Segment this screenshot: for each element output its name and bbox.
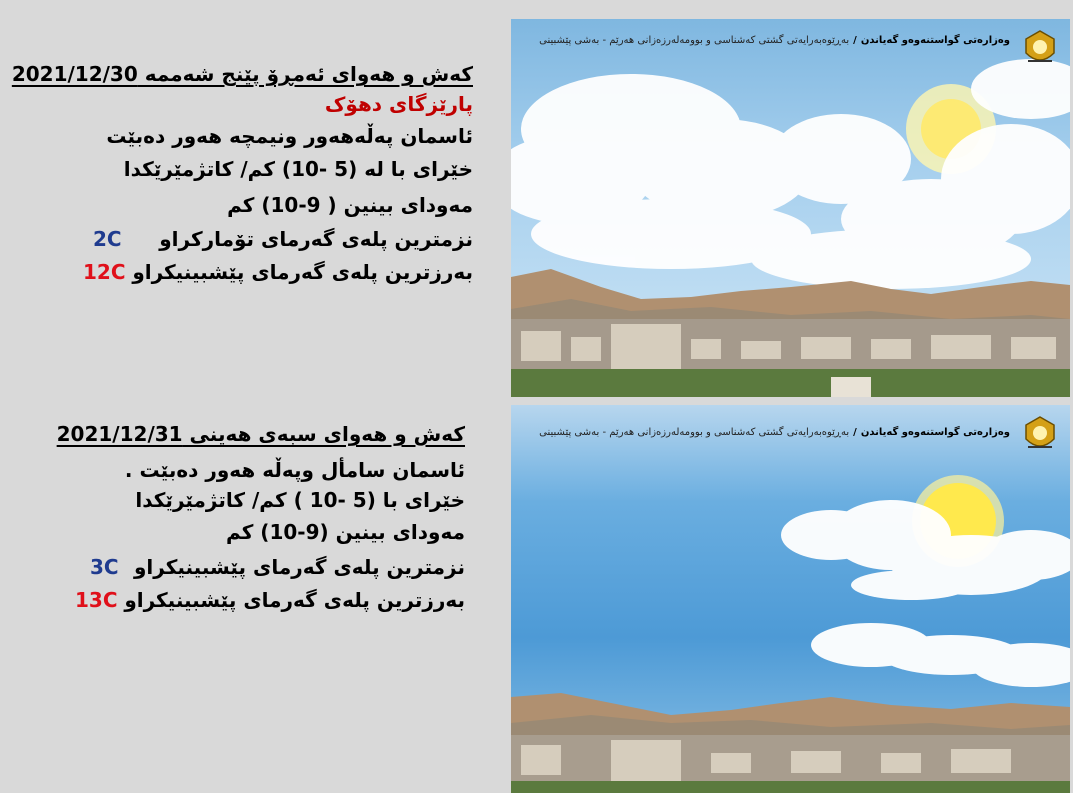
day2-min-row <box>90 555 465 580</box>
department-name: بەڕێوەبەرایەتی گشتی کەشناسی و بوومەلەرزەزانی هەرێم - بەشی پێشبینی <box>539 427 850 438</box>
day2-max-label: بەرزترین پلەی گەرمای پێشبینیکراو <box>124 588 465 612</box>
banner-separator: / <box>853 427 857 438</box>
ministry-logo-icon <box>1018 27 1062 71</box>
landscape-illustration <box>511 405 1070 793</box>
day1-visibility: مەودای بینین ( 9-10) کم <box>227 193 473 217</box>
day1-max-value: 12C <box>83 260 126 284</box>
day1-location: پارێزگای دهۆک <box>324 92 473 116</box>
ministry-name: وەزارەتی گواستنەوەو گەیاندن <box>860 427 1010 438</box>
day2-max-row <box>75 588 465 613</box>
ministry-name: وەزارەتی گواستنەوەو گەیاندن <box>860 35 1010 46</box>
day1-wind: خێرای با لە (5 -10) کم/ کاتژمێرێکدا <box>123 157 473 181</box>
banner-today <box>511 19 1070 73</box>
weather-image-today <box>511 19 1070 397</box>
ministry-logo-icon <box>1018 413 1062 457</box>
day1-max-row <box>83 260 473 285</box>
day2-title: کەش و هەوای سبەی هەینی 2021/12/31 <box>56 422 465 446</box>
banner-tomorrow <box>511 405 1070 459</box>
day2-max-value: 13C <box>75 588 118 612</box>
day2-wind: خێرای با (5 -10 ) کم/ کاتژمێرێکدا <box>135 488 465 512</box>
department-name: بەڕێوەبەرایەتی گشتی کەشناسی و بوومەلەرزەزانی هەرێم - بەشی پێشبینی <box>539 35 850 46</box>
day1-title: کەش و هەوای ئەمڕۆ پێنج شەممە 2021/12/30 <box>11 62 473 86</box>
banner-text <box>539 35 1010 46</box>
day2-min-value: 3C <box>90 555 119 579</box>
banner-text <box>539 427 1010 438</box>
day2-min-label: نزمترین پلەی گەرمای پێشبینیکراو <box>133 555 465 579</box>
day2-visibility: مەودای بینین (9-10) کم <box>226 520 465 544</box>
banner-separator: / <box>853 35 857 46</box>
landscape-illustration <box>511 19 1070 397</box>
day2-sky: ئاسمان سامأل وپەڵە هەور دەبێت . <box>124 458 465 482</box>
day1-sky: ئاسمان پەڵەهەور ونیمچە هەور دەبێت <box>106 124 473 148</box>
day1-min-value: 2C <box>93 227 122 251</box>
day1-max-label: بەرزترین پلەی گەرمای پێشبینیکراو <box>132 260 473 284</box>
day1-min-row <box>93 227 473 252</box>
weather-image-tomorrow <box>511 405 1070 793</box>
day1-min-label: نزمترین پلەی گەرمای تۆمارکراو <box>159 227 473 251</box>
